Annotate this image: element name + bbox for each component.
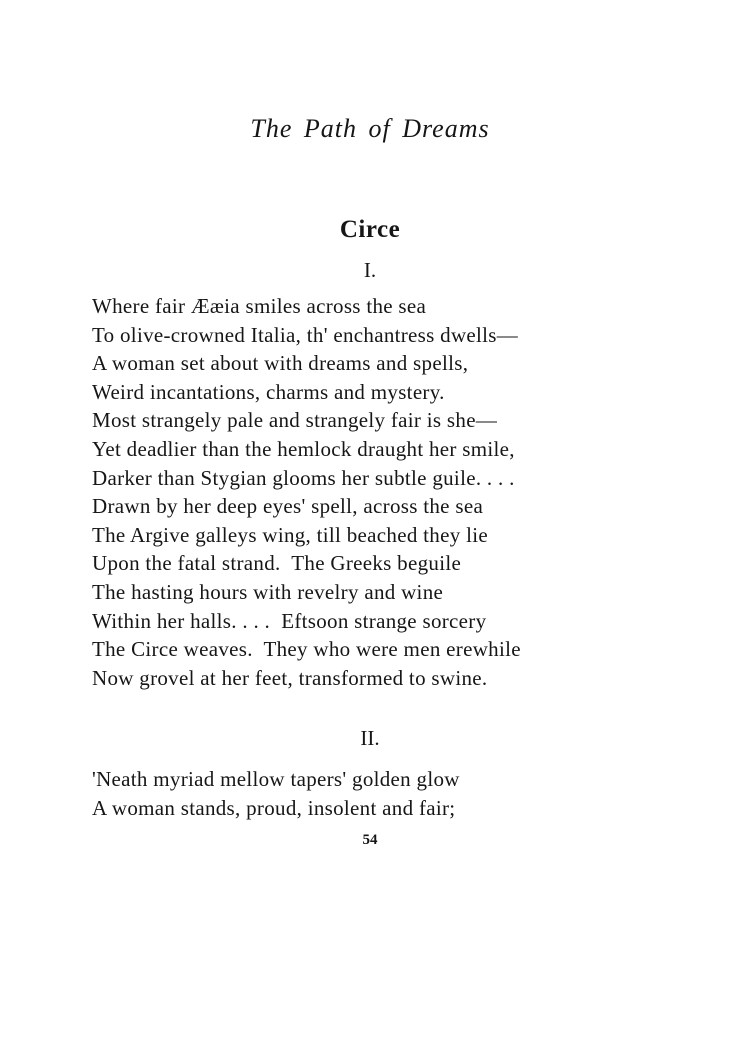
section-numeral-2: II.	[360, 726, 380, 750]
poem-line: Most strangely pale and strangely fair is she—	[92, 408, 498, 433]
poem-line: Now grovel at her feet, transformed to swine.	[92, 665, 488, 690]
poem-line: Yet deadlier than the hemlock draught her smile,	[92, 436, 515, 461]
stanza-2	[92, 765, 460, 822]
poem-line: The Argive galleys wing, till beached they lie	[92, 522, 488, 547]
poem-line: A woman set about with dreams and spells,	[92, 351, 469, 376]
running-head: The Path of Dreams	[250, 114, 490, 143]
poem-line: Within her halls. . . . Eftsoon strange sorcery	[92, 608, 487, 633]
poem-line: To olive-crowned Italia, th' enchantress dwells—	[92, 322, 519, 347]
poem-line: Drawn by her deep eyes' spell, across the sea	[92, 494, 484, 519]
page-number: 54	[362, 832, 378, 848]
poem-line: Weird incantations, charms and mystery.	[92, 379, 445, 404]
poem-line: Darker than Stygian glooms her subtle guile. . . .	[92, 465, 515, 490]
poem-line: The Circe weaves. They who were men erewhile	[92, 637, 521, 662]
poem-line: A woman stands, proud, insolent and fair;	[92, 795, 456, 820]
poem-line: The hasting hours with revelry and wine	[92, 579, 444, 604]
poem-line: 'Neath myriad mellow tapers' golden glow	[92, 767, 460, 791]
section-numeral-1: I.	[363, 258, 377, 282]
poem-line: Upon the fatal strand. The Greeks beguile	[92, 551, 462, 576]
stanza-1	[92, 292, 521, 692]
poem-title: Circe	[339, 216, 401, 243]
poem-line: Where fair Ææia smiles across the sea	[92, 294, 427, 318]
